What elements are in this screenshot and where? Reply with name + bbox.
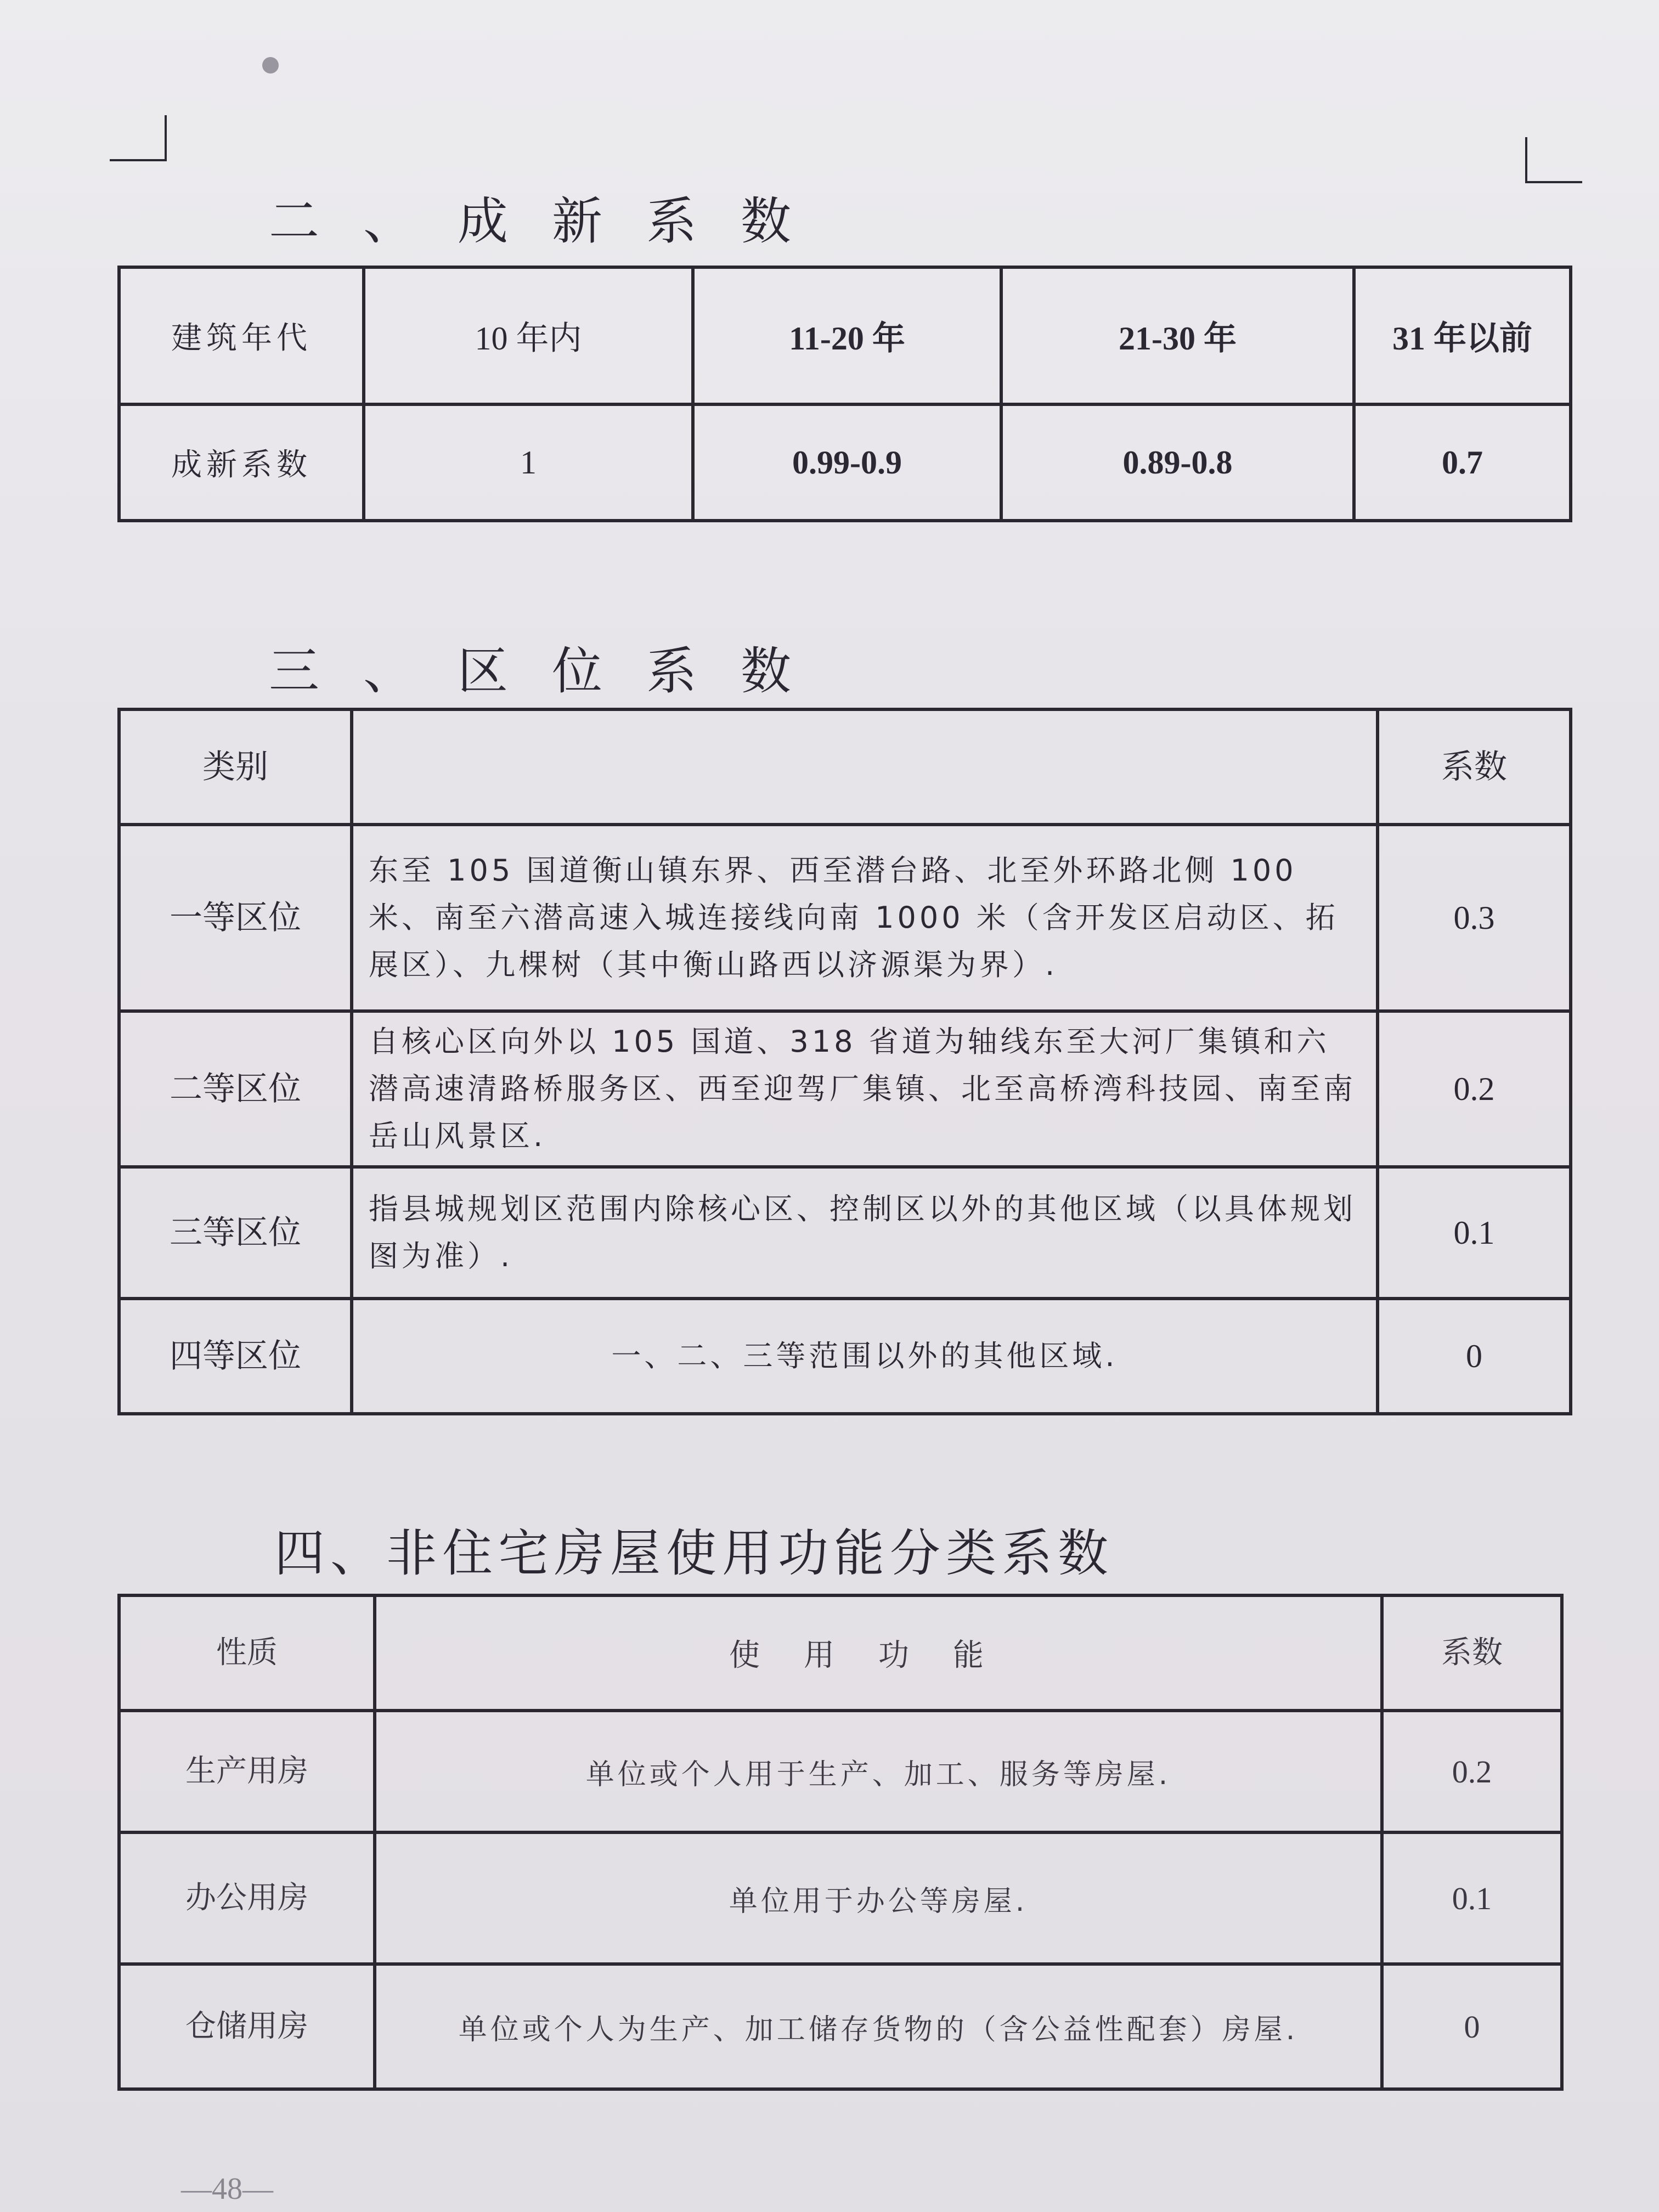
header-coefficient: 系数 xyxy=(1382,1595,1562,1711)
table-row xyxy=(119,1711,1562,1832)
category-cell: 二等区位 xyxy=(119,1011,352,1167)
coefficient-cell: 0.1 xyxy=(1378,1167,1571,1299)
description-cell: 自核心区向外以 105 国道、318 省道为轴线东至大河厂集镇和六潜高速清路桥服务区、西至迎驾厂集镇、北至高桥湾科技园、南至南岳山风景区. xyxy=(352,1011,1378,1167)
coefficient-cell: 0.3 xyxy=(1378,825,1571,1011)
header-category: 类别 xyxy=(119,709,352,825)
depreciation-table xyxy=(117,266,1572,522)
table-row xyxy=(119,1595,1562,1711)
function-cell: 单位或个人为生产、加工储存货物的（含公益性配套）房屋. xyxy=(375,1964,1382,2089)
header-col: 10 年内 xyxy=(364,267,693,404)
table-row xyxy=(119,825,1571,1011)
category-cell: 一等区位 xyxy=(119,825,352,1011)
description-cell: 东至 105 国道衡山镇东界、西至潜台路、北至外环路北侧 100 米、南至六潜高速入城连接线向南 1000 米（含开发区启动区、拓展区）、九棵树（其中衡山路西以济源渠为界）. xyxy=(352,825,1378,1011)
header-col: 31 年以前 xyxy=(1354,267,1571,404)
nature-cell: 仓储用房 xyxy=(119,1964,375,2089)
usage-function-table xyxy=(117,1594,1564,2091)
function-cell: 单位或个人用于生产、加工、服务等房屋. xyxy=(375,1711,1382,1832)
table-row xyxy=(119,1832,1562,1964)
coefficient-cell: 0 xyxy=(1382,1964,1562,2089)
crop-mark-top-left xyxy=(110,115,167,161)
table-row xyxy=(119,1964,1562,2089)
coefficient-cell: 0.2 xyxy=(1382,1711,1562,1832)
nature-cell: 办公用房 xyxy=(119,1832,375,1964)
table-row xyxy=(119,1011,1571,1167)
function-cell: 单位用于办公等房屋. xyxy=(375,1832,1382,1964)
table-row xyxy=(119,1167,1571,1299)
table-row xyxy=(119,709,1571,825)
description-cell: 指县城规划区范围内除核心区、控制区以外的其他区域（以具体规划图为准）. xyxy=(352,1167,1378,1299)
value-cell: 0.89-0.8 xyxy=(1001,404,1354,521)
value-cell: 0.7 xyxy=(1354,404,1571,521)
value-cell: 0.99-0.9 xyxy=(693,404,1001,521)
row-label-depreciation: 成新系数 xyxy=(119,404,364,521)
header-coefficient: 系数 xyxy=(1378,709,1571,825)
header-function: 使用功能 xyxy=(375,1595,1382,1711)
page-number: —48— xyxy=(181,2172,273,2206)
header-col: 21-30 年 xyxy=(1001,267,1354,404)
header-description xyxy=(352,709,1378,825)
header-col: 11-20 年 xyxy=(693,267,1001,404)
coefficient-cell: 0.1 xyxy=(1382,1832,1562,1964)
location-table xyxy=(117,708,1572,1415)
section-title-usage-function: 四、非住宅房屋使用功能分类系数 xyxy=(274,1524,1114,1583)
section-title-location: 三、区位系数 xyxy=(269,642,836,701)
table-row xyxy=(119,267,1571,404)
punch-hole-mark xyxy=(262,57,279,74)
category-cell: 四等区位 xyxy=(119,1299,352,1414)
table-row xyxy=(119,1299,1571,1414)
description-cell: 一、二、三等范围以外的其他区域. xyxy=(352,1299,1378,1414)
header-nature: 性质 xyxy=(119,1595,375,1711)
nature-cell: 生产用房 xyxy=(119,1711,375,1832)
section-title-depreciation: 二、成新系数 xyxy=(269,192,836,251)
value-cell: 1 xyxy=(364,404,693,521)
coefficient-cell: 0 xyxy=(1378,1299,1571,1414)
header-building-age: 建筑年代 xyxy=(119,267,364,404)
category-cell: 三等区位 xyxy=(119,1167,352,1299)
coefficient-cell: 0.2 xyxy=(1378,1011,1571,1167)
crop-mark-top-right xyxy=(1525,137,1582,183)
table-row xyxy=(119,404,1571,521)
